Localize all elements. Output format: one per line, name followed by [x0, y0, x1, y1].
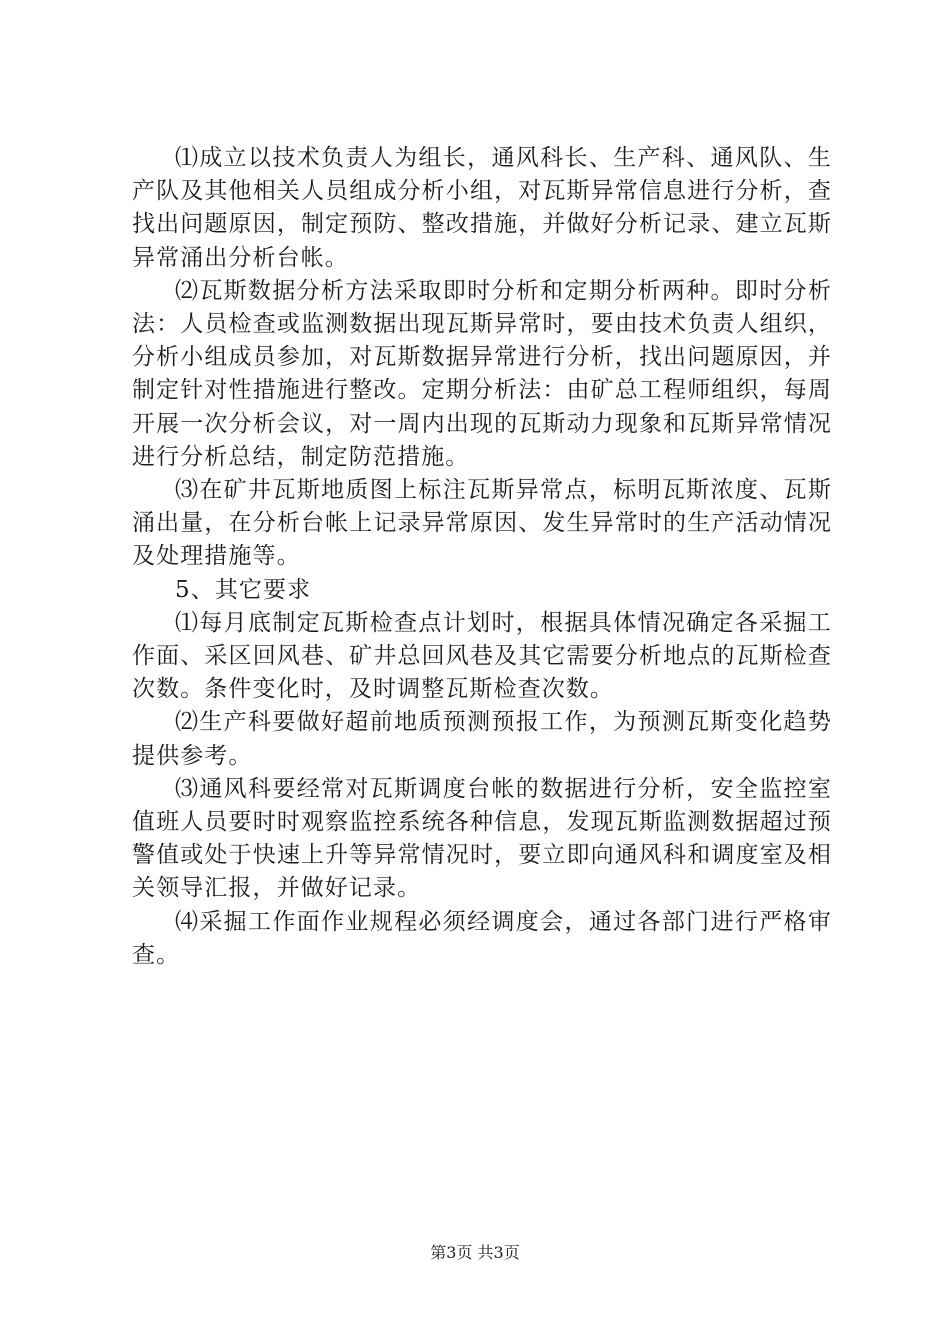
paragraph-geological-forecast: ⑵生产科要做好超前地质预测预报工作，为预测瓦斯变化趋势提供参考。 — [132, 709, 832, 769]
paragraph-monthly-check-plan: ⑴每月底制定瓦斯检查点计划时，根据具体情况确定各采掘工作面、采区回风巷、矿井总回风巷及其它需要分析地点的瓦斯检查次数。条件变化时，及时调整瓦斯检查次数。 — [132, 609, 832, 703]
paragraph-work-rules-review: ⑷采掘工作面作业规程必须经调度会，通过各部门进行严格审查。 — [132, 908, 832, 968]
paragraph-analysis-methods: ⑵瓦斯数据分析方法采取即时分析和定期分析两种。即时分析法：人员检查或监测数据出现瓦斯异常时，要由技术负责人组织，分析小组成员参加，对瓦斯数据异常进行分析，找出问题原因，并制定针对性措施进行整改。定期分析法：由矿总工程师组织，每周开展一次分析会议，对一周内出现的瓦斯动力现象和瓦斯异常情况进行分析总结，制定防范措施。 — [132, 277, 832, 470]
paragraph-ventilation-monitoring: ⑶通风科要经常对瓦斯调度台帐的数据进行分析，安全监控室值班人员要时时观察监控系统各种信息，发现瓦斯监测数据超过预警值或处于快速上升等异常情况时，要立即向通风科和调度室及相关领导汇报，并做好记录。 — [132, 775, 832, 902]
document-body — [132, 142, 832, 972]
paragraph-analysis-team: ⑴成立以技术负责人为组长，通风科长、生产科、通风队、生产队及其他相关人员组成分析小组，对瓦斯异常信息进行分析，查找出问题原因，制定预防、整改措施，并做好分析记录、建立瓦斯异常涌出分析台帐。 — [132, 145, 832, 271]
page-number-footer: 第3页 共3页 — [430, 1243, 520, 1262]
section-heading-other-requirements: 5、其它要求 — [175, 576, 312, 603]
paragraph-gas-map-marking: ⑶在矿井瓦斯地质图上标注瓦斯异常点，标明瓦斯浓度、瓦斯涌出量，在分析台帐上记录异常原因、发生异常时的生产活动情况及处理措施等。 — [132, 477, 832, 570]
